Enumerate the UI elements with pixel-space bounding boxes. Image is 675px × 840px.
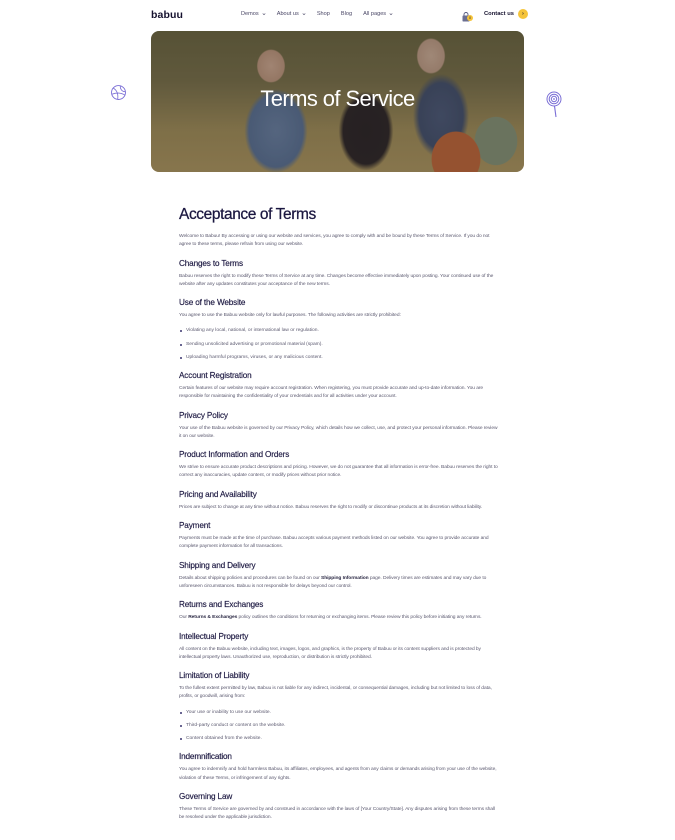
text-segment: page. Delivery times are estimates and may vary due to unforeseen circumstances. Babuu is not responsible for delays beyond our control. <box>179 575 487 589</box>
section-heading: Governing Law <box>179 791 233 801</box>
section-text <box>179 575 499 592</box>
list-item: Violating any local, national, or international law or regulation. <box>179 327 499 335</box>
section-intellectual-property <box>179 632 499 663</box>
nav-item-about-us[interactable] <box>277 11 306 17</box>
intro-section <box>179 233 499 250</box>
section-shipping-delivery <box>179 561 499 592</box>
section-heading: Limitation of Liability <box>179 671 250 681</box>
list-item: Your use or inability to use our website. <box>179 709 499 717</box>
section-text <box>179 614 499 622</box>
chevron-down-icon <box>389 12 393 16</box>
contact-us-label: Contact us <box>484 11 514 17</box>
section-heading: Payment <box>179 521 211 531</box>
prohibited-activities-list <box>179 327 499 361</box>
lollipop-icon <box>545 91 563 119</box>
nav-item-blog[interactable] <box>341 11 352 17</box>
nav-item-label: All pages <box>363 11 387 17</box>
nav-item-label: Shop <box>316 11 330 17</box>
section-text: Prices are subject to change at any time without notice. Babuu reserves the right to modify or discontinue products at its discretion without liability. <box>179 504 483 510</box>
section-limitation-of-liability <box>179 671 499 743</box>
nav-item-all-pages[interactable] <box>363 11 393 17</box>
intro-text: Welcome to Babuu! By accessing or using our website and services, you agree to comply with and be bound by these Terms of Service. If you do not agree to these terms, please refrain from using our website. <box>179 234 490 248</box>
site-header <box>0 0 675 30</box>
shipping-information-link[interactable]: Shipping Information <box>321 575 369 581</box>
section-text: To the fullest extent permitted by law, Babuu is not liable for any indirect, incidental, or consequential damages, including but not limited to loss of data, profits, or goodwill, arising from: <box>179 686 492 700</box>
hero-banner <box>151 31 524 172</box>
section-heading: Account Registration <box>179 370 252 380</box>
section-text: Babuu reserves the right to modify these Terms of Service at any time. Changes become effective immediately upon posting. Your continued use of the website after any updates constitutes your acceptance of the new terms. <box>179 273 494 287</box>
list-item: Sending unsolicited advertising or promotional material (spam). <box>179 341 499 349</box>
section-product-information <box>179 450 499 481</box>
chevron-down-icon <box>262 12 266 16</box>
section-text: You agree to use the Babuu website only for lawful purposes. The following activities are strictly prohibited: <box>179 313 401 319</box>
nav-item-shop[interactable] <box>317 11 330 17</box>
nav-item-demos[interactable] <box>241 11 266 17</box>
section-heading: Indemnification <box>179 752 232 762</box>
section-text: We strive to ensure accurate product descriptions and pricing. However, we do not guarantee that all information is error-free. Babuu reserves the right to correct any inaccuracies, update content, or modify prices without prior notice. <box>179 465 498 479</box>
terms-content <box>179 206 499 831</box>
nav-item-label: About us <box>276 11 299 17</box>
section-pricing-availability <box>179 490 499 512</box>
section-governing-law <box>179 792 499 823</box>
returns-exchanges-link[interactable]: Returns & Exchanges <box>188 615 238 621</box>
section-payment <box>179 521 499 552</box>
section-heading: Shipping and Delivery <box>179 560 256 570</box>
section-privacy-policy <box>179 411 499 442</box>
beach-ball-icon <box>110 84 127 101</box>
list-item: Content obtained from the website. <box>179 735 499 743</box>
section-changes-to-terms <box>179 259 499 290</box>
section-heading: Use of the Website <box>179 298 246 308</box>
contact-us-button[interactable] <box>484 9 528 19</box>
section-use-of-website <box>179 298 499 362</box>
section-heading: Changes to Terms <box>179 258 243 268</box>
logo[interactable]: babuu <box>151 9 183 21</box>
chevron-down-icon <box>302 12 306 16</box>
section-heading: Intellectual Property <box>179 631 249 641</box>
arrow-right-icon: › <box>518 9 528 19</box>
section-heading: Privacy Policy <box>179 410 228 420</box>
section-text: Payments must be made at the time of purchase. Babuu accepts various payment methods listed on our website. You agree to provide accurate and complete payment information for all transactions. <box>179 536 489 550</box>
nav-item-label: Demos <box>241 11 259 17</box>
section-text: All content on the Babuu website, including text, images, logos, and graphics, is the property of Babuu or its content suppliers and is protected by intellectual property laws. Unauthorized use, reproduction, or distribution is strictly prohibited. <box>179 646 481 660</box>
page-title: Acceptance of Terms <box>179 206 316 223</box>
cart-count-badge: 0 <box>467 15 473 21</box>
list-item: Uploading harmful programs, viruses, or any malicious content. <box>179 354 499 362</box>
section-text: Certain features of our website may require account registration. When registering, you must provide accurate and up-to-date information. You are responsible for maintaining the confidentiality of your credentials and for all activities under your account. <box>179 385 484 400</box>
main-nav <box>241 11 393 17</box>
list-item: Third-party conduct or content on the website. <box>179 722 499 730</box>
text-segment: Details about shipping policies and procedures can be found on our <box>179 575 322 581</box>
section-heading: Returns and Exchanges <box>179 600 264 610</box>
section-heading: Product Information and Orders <box>179 450 290 460</box>
text-segment: Our <box>179 615 189 621</box>
section-account-registration <box>179 371 499 402</box>
text-segment: policy outlines the conditions for returning or exchanging items. Please review this policy before initiating any returns. <box>237 615 482 621</box>
cart-button[interactable] <box>461 9 473 21</box>
nav-item-label: Blog <box>340 11 353 17</box>
section-indemnification <box>179 752 499 783</box>
section-text: You agree to indemnify and hold harmless Babuu, its affiliates, employees, and agents from any claims or demands arising from your use of the website, violation of these Terms, or infringement of any rights. <box>179 767 497 781</box>
section-heading: Pricing and Availability <box>179 489 257 499</box>
hero-title: Terms of Service <box>260 86 415 111</box>
liability-list <box>179 709 499 743</box>
section-returns-exchanges <box>179 600 499 622</box>
section-text: Your use of the Babuu website is governed by our Privacy Policy, which details how we collect, use, and protect your personal information. Please review it on our website. <box>179 425 498 439</box>
section-text: These Terms of Service are governed by and construed in accordance with the laws of [Your Country/State]. Any disputes arising from these terms shall be resolved under the applicable jurisdiction. <box>179 806 495 821</box>
